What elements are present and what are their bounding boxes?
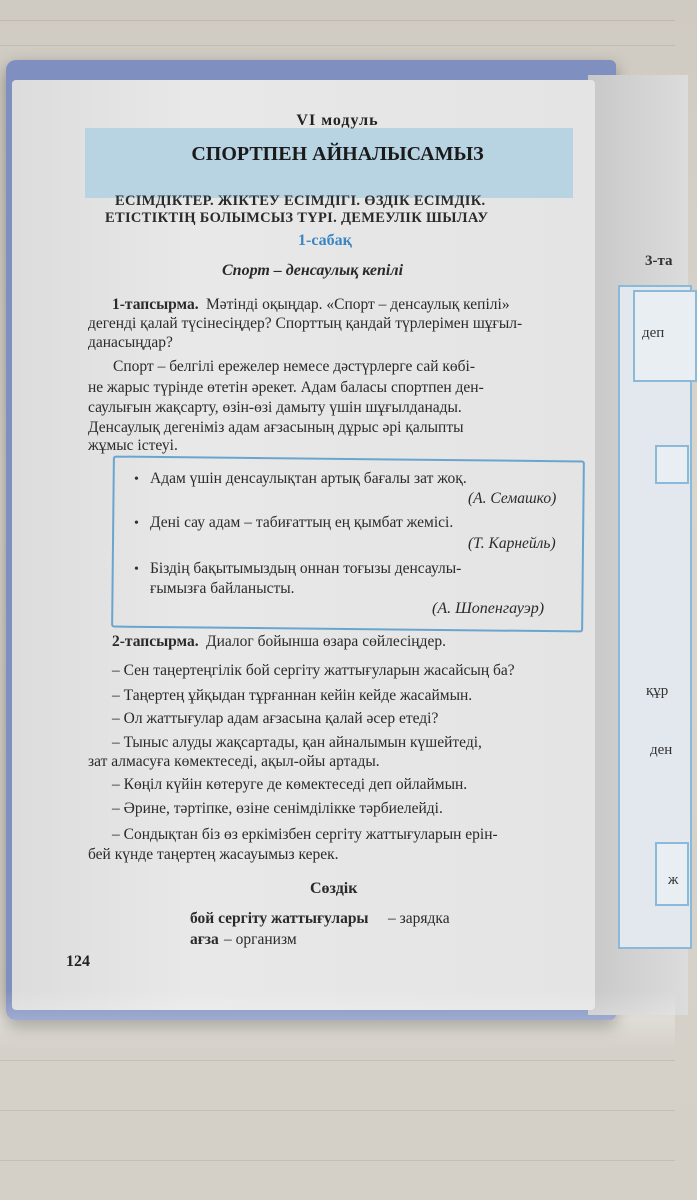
plastic-wrap <box>0 990 675 1050</box>
paragraph-line: Спорт – белгілі ережелер немесе дәстүрлерге сай көбі- <box>113 358 476 375</box>
glossary-definition: – организм <box>224 931 297 948</box>
bullet-icon: • <box>134 516 139 531</box>
task1-label: 1-тапсырма. <box>112 296 199 313</box>
right-page-text: ден <box>650 742 673 758</box>
grammar-heading-line2: ЕТІСТІКТІҢ БОЛЫМСЫЗ ТҮРІ. ДЕМЕУЛІК ШЫЛАУ <box>105 210 489 226</box>
page-number: 124 <box>66 953 90 970</box>
bullet-icon: • <box>134 562 139 577</box>
glossary-definition: – зарядка <box>388 910 450 927</box>
right-page-text: ж <box>668 872 679 888</box>
dialog-line: бей күнде таңертең жасауымыз керек. <box>88 846 339 863</box>
dialog-line: – Сен таңертеңгілік бой сергіту жаттығуларын жасайсың ба? <box>112 662 515 679</box>
glossary-title: Сөздік <box>310 880 358 897</box>
module-label: VI модуль <box>296 112 379 129</box>
right-page-text: деп <box>642 325 665 341</box>
paragraph-line: не жарыс түрінде өтетін әрекет. Адам баласы спортпен ден- <box>88 379 484 396</box>
lesson-number: 1-сабақ <box>298 232 352 249</box>
task2-label: 2-тапсырма. <box>112 633 199 650</box>
grammar-heading-line1: ЕСІМДІКТЕР. ЖІКТЕУ ЕСІМДІГІ. ӨЗДІК ЕСІМДІК. <box>115 193 486 209</box>
lesson-topic: Спорт – денсаулық кепілі <box>222 262 404 279</box>
quote-text: ғымызға байланысты. <box>150 580 295 597</box>
chapter-title: СПОРТПЕН АЙНАЛЫСАМЫЗ <box>191 143 484 165</box>
glossary-term: бой сергіту жаттығулары <box>190 910 369 927</box>
task1-text: Мәтінді оқыңдар. «Спорт – денсаулық кепілі» <box>206 296 510 313</box>
right-page-text: құр <box>646 683 669 699</box>
quote-author: (А. Семашко) <box>468 490 557 507</box>
dialog-line: – Көңіл күйін көтеруге де көмектеседі деп ойлаймын. <box>112 776 468 793</box>
dialog-line: зат алмасуға көмектеседі, ақыл-ойы артады. <box>88 753 380 770</box>
quote-text: Адам үшін денсаулықтан артық бағалы зат жоқ. <box>150 470 467 487</box>
quote-text: Дені сау адам – табиғаттың ең қымбат жемісі. <box>150 514 454 531</box>
dialog-line: – Таңертең ұйқыдан тұрғаннан кейін кейде жасаймын. <box>112 687 473 704</box>
paragraph-line: саулығын жақсарту, өзін-өзі дамыту үшін шұғылданады. <box>88 399 462 416</box>
bullet-icon: • <box>134 472 139 487</box>
dialog-line: – Ол жаттығулар адам ағзасына қалай әсер етеді? <box>112 710 439 727</box>
task1-text: данасыңдар? <box>88 334 173 351</box>
quote-author: (Т. Карнейль) <box>468 535 556 552</box>
paragraph-line: Денсаулық дегеніміз адам ағзасының дұрыс әрі қалыпты <box>88 419 464 436</box>
quote-text: Біздің бақытымыздың оннан тоғызы денсаулы- <box>150 560 462 577</box>
task1-text: дегенді қалай түсінесіңдер? Спорттың қандай түрлерімен шұғыл- <box>88 315 523 332</box>
dialog-line: – Тыныс алуды жақсартады, қан айналымын күшейтеді, <box>112 734 482 751</box>
quote-author: (А. Шопенгауэр) <box>432 600 545 617</box>
paragraph-line: жұмыс істеуі. <box>88 437 178 454</box>
dialog-line: – Әрине, тәртіпке, өзіне сенімділікке тәрбиелейді. <box>112 800 443 817</box>
dialog-line: – Сондықтан біз өз еркімізбен сергіту жаттығуларын ерін- <box>112 826 498 843</box>
right-page-task-label: 3-та <box>645 253 673 269</box>
glossary-term: ағза <box>190 931 219 948</box>
task2-text: Диалог бойынша өзара сөйлесіңдер. <box>206 633 446 650</box>
